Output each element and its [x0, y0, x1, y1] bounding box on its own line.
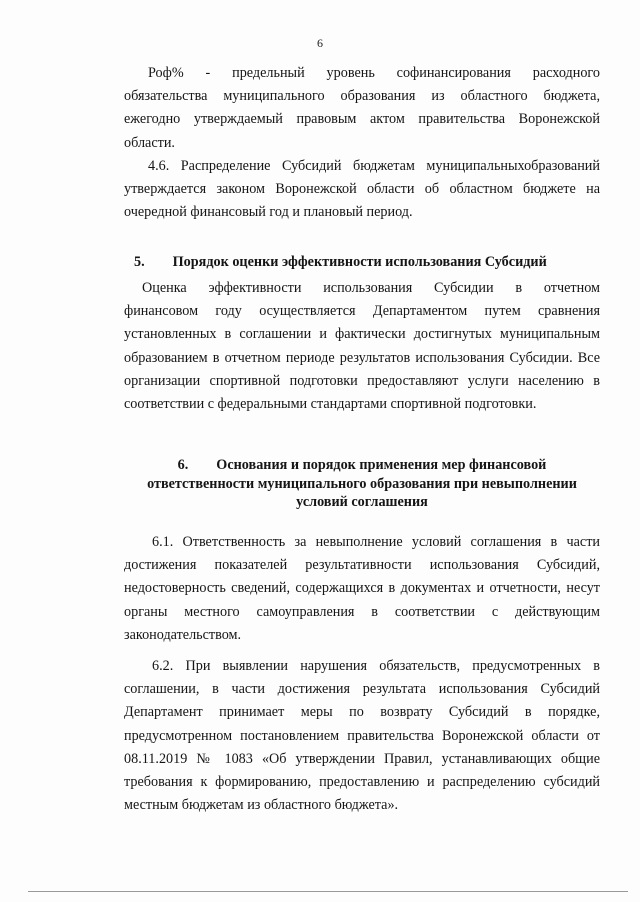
- text-line: финансовом году осуществляется Департаментом путем сравнения: [124, 303, 600, 320]
- text-line: предусмотренном постановлением правительства Воронежской области от: [124, 727, 600, 744]
- text-line: обязательства муниципального образования из областного бюджета,: [124, 88, 600, 105]
- text-line: Оценка эффективности использования Субсидии в отчетном: [142, 280, 600, 296]
- text-line: образованием в отчетном периоде результатов использования Субсидии. Все: [124, 349, 600, 366]
- text-line: установленных в соглашении и фактически достигнутых муниципальным: [124, 326, 600, 343]
- text-line: ежегодно утверждаемый правовым актом правительства Воронежской: [124, 111, 600, 128]
- text-line: 6.1. Ответственность за невыполнение условий соглашения в части: [152, 534, 600, 550]
- paragraph-5: [124, 277, 600, 416]
- paragraph-4-6: [124, 155, 600, 225]
- text-line: требования к формированию, предоставлению и распределению субсидий: [124, 774, 600, 791]
- page-bottom-rule: [28, 891, 628, 892]
- paragraph-rof-definition: [124, 62, 600, 155]
- text-line: недостоверность сведений, содержащихся в документах и отчетности, несут: [124, 580, 600, 597]
- text-line: соответствии с федеральными стандартами спортивной подготовки.: [124, 396, 537, 413]
- text-line: достижения показателей результативности использования Субсидий,: [124, 557, 600, 574]
- text-line: соглашении, в части достижения результата использования Субсидий: [124, 681, 600, 698]
- section-5-number: 5.: [134, 254, 145, 270]
- text-line: области.: [124, 134, 175, 151]
- section-6-heading: [124, 456, 600, 512]
- text-line: организации спортивной подготовки предоставляют услуги населению в: [124, 372, 600, 389]
- text-line: Департамент принимает меры по возврату Субсидий в порядке,: [124, 704, 600, 721]
- section-6-heading-line-1: 6. Основания и порядок применения мер финансовой: [177, 457, 547, 473]
- text-line: 4.6. Распределение Субсидий бюджетам муниципальныхобразований: [148, 158, 600, 174]
- text-line: местным бюджетам из областного бюджета».: [124, 797, 399, 814]
- text-line: Роф% - предельный уровень софинансирования расходного: [148, 65, 600, 81]
- section-5-title: Порядок оценки эффективности использования Субсидий: [172, 254, 547, 270]
- text-line: 6.2. При выявлении нарушения обязательств, предусмотренных в: [152, 658, 600, 674]
- paragraph-6-1: [124, 531, 600, 647]
- text-line: органы местного самоуправления в соответствии с действующим: [124, 603, 600, 620]
- section-6-number: 6.: [177, 457, 189, 473]
- text-line: утверждается законом Воронежской области об областном бюджете на: [124, 181, 600, 198]
- page-number: 6: [317, 36, 323, 50]
- text-line: законодательством.: [124, 626, 242, 643]
- section-5-heading: [124, 253, 610, 272]
- text-line: очередной финансовый год и плановый период.: [124, 204, 413, 221]
- text-line: 08.11.2019 № 1083 «Об утверждении Правил, устанавливающих общие: [124, 750, 600, 767]
- paragraph-6-2: [124, 655, 600, 817]
- section-6-heading-line-3: условий соглашения: [296, 494, 428, 510]
- section-6-heading-line-2: ответственности муниципального образования при невыполнении: [147, 475, 577, 492]
